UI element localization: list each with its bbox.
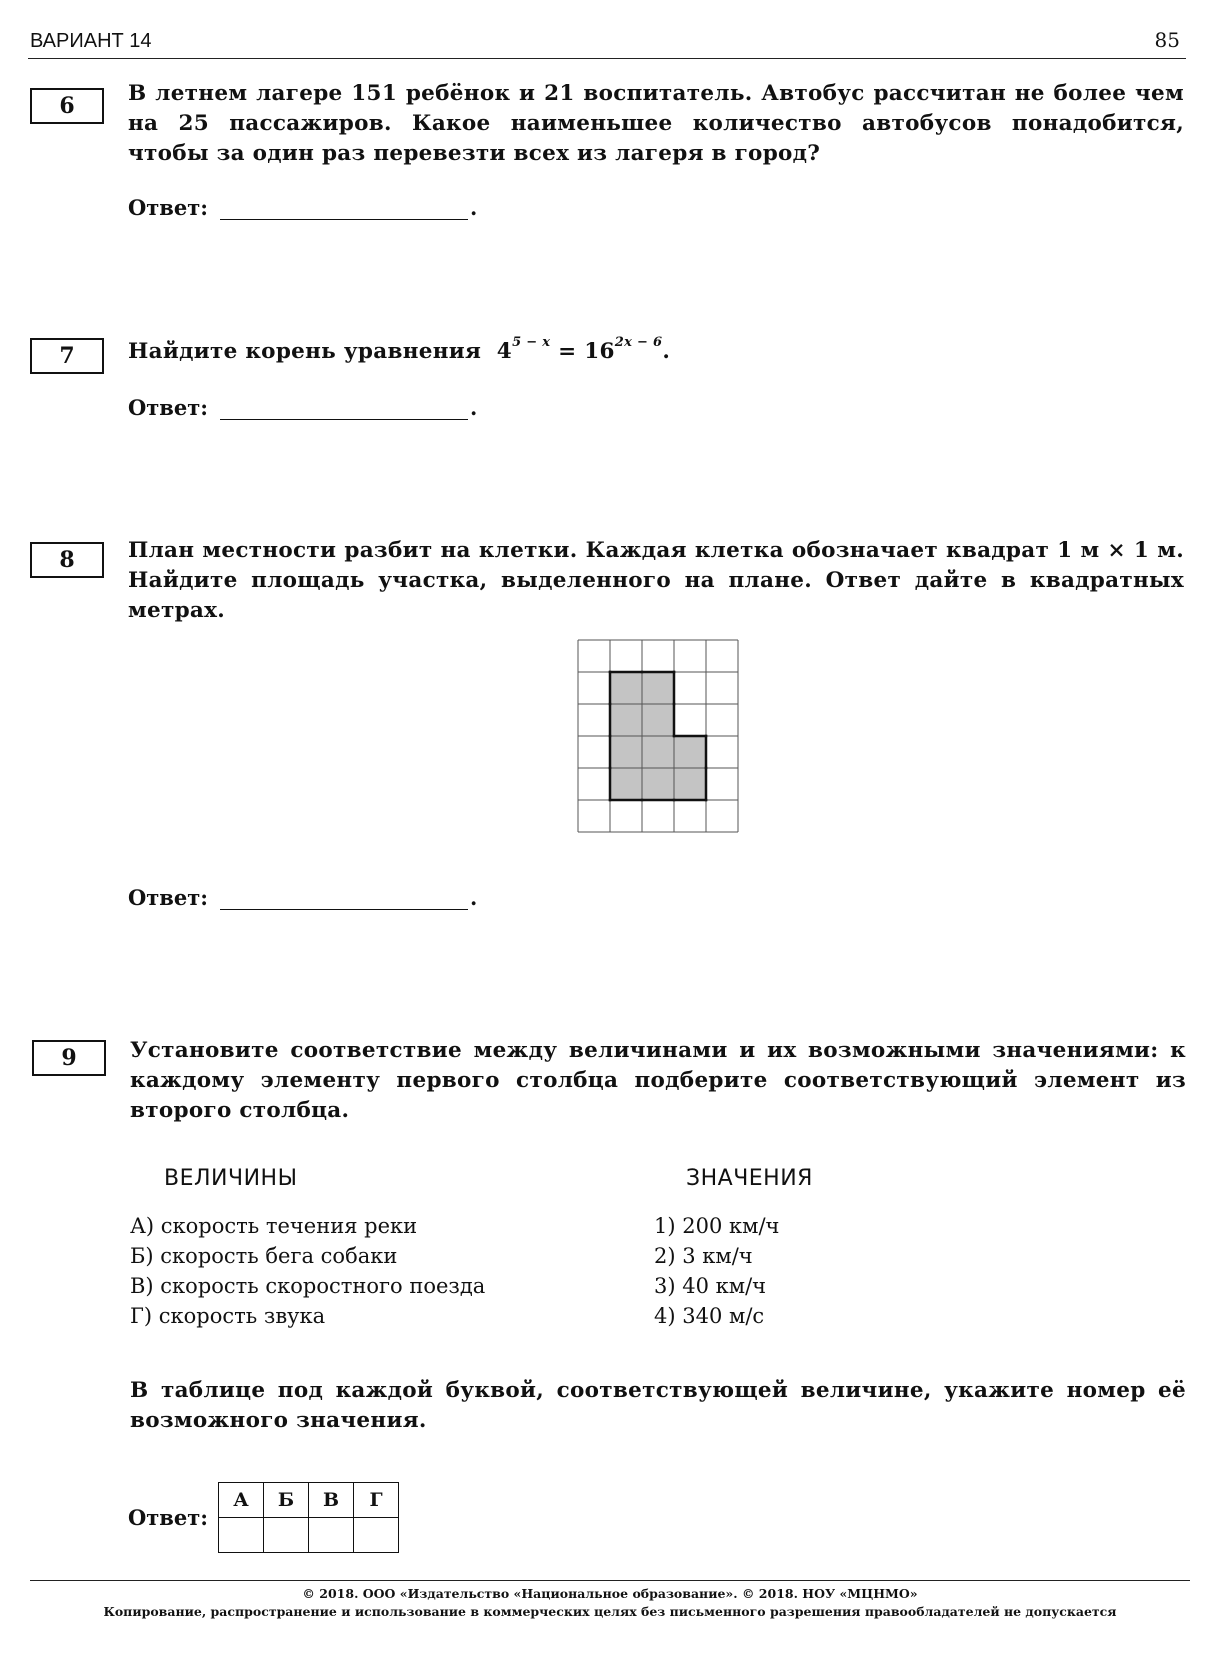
right-column-heading: ЗНАЧЕНИЯ bbox=[686, 1166, 813, 1191]
list-item: 1) 200 км/ч bbox=[654, 1214, 780, 1238]
answer-cell-a[interactable] bbox=[219, 1518, 264, 1553]
shaded-cell bbox=[674, 736, 706, 768]
task-9-text: Установите соответствие между величинами и их возможными значениями: к каждому элементу первого столбца подберите соответствующий элемент из второго столбца. bbox=[130, 1038, 1186, 1123]
left-column-heading: ВЕЛИЧИНЫ bbox=[164, 1166, 298, 1191]
answer-table-header-b: Б bbox=[264, 1483, 309, 1518]
task-7-equation: $4^{5 - x} = 16^{2x - 6}$. bbox=[496, 335, 671, 365]
task-8-number-box bbox=[30, 542, 104, 578]
task-8-text: План местности разбит на клетки. Каждая клетка обозначает квадрат 1 м × 1 м. Найдите площадь участка, выделенного на плане. Ответ дайте в квадратных метрах. bbox=[128, 538, 1184, 623]
answer-table-header-a: А bbox=[219, 1483, 264, 1518]
footer-copyright: © 2018. ООО «Издательство «Национальное образование». © 2018. НОУ «МЦНМО» bbox=[302, 1586, 918, 1601]
shaded-cell bbox=[610, 768, 642, 800]
area-plan-grid bbox=[576, 638, 742, 836]
task-9-number: 9 bbox=[61, 1045, 77, 1071]
task-7-answer-field[interactable] bbox=[220, 401, 468, 420]
task-7-number: 7 bbox=[59, 343, 75, 369]
task-9-answer bbox=[128, 1482, 399, 1553]
task-9-instruction: В таблице под каждой буквой, соответствующей величине, укажите номер её возможного значения. bbox=[130, 1378, 1186, 1433]
list-item: Г) скорость звука bbox=[130, 1304, 326, 1328]
answer-label: Ответ: bbox=[128, 395, 209, 420]
values-list bbox=[654, 1211, 779, 1331]
shaded-cell bbox=[642, 768, 674, 800]
list-item: Б) скорость бега собаки bbox=[130, 1244, 398, 1268]
list-item: 3) 40 км/ч bbox=[654, 1274, 767, 1298]
task-6-number: 6 bbox=[59, 93, 75, 119]
shaded-cell bbox=[674, 768, 706, 800]
answer-label: Ответ: bbox=[128, 195, 209, 220]
task-7-text bbox=[128, 332, 1184, 367]
list-item: 2) 3 км/ч bbox=[654, 1244, 753, 1268]
task-6-answer: Ответ: . bbox=[128, 195, 478, 220]
task-7-answer: Ответ: . bbox=[128, 395, 478, 420]
task-7-prompt: Найдите корень уравнения bbox=[128, 339, 482, 365]
answer-label: Ответ: bbox=[128, 1505, 209, 1530]
task-6-answer-field[interactable] bbox=[220, 201, 468, 220]
task-8-number: 8 bbox=[59, 547, 75, 573]
shaded-cell bbox=[610, 704, 642, 736]
list-item: 4) 340 м/с bbox=[654, 1304, 765, 1328]
answer-cell-v[interactable] bbox=[309, 1518, 354, 1553]
answer-cell-g[interactable] bbox=[354, 1518, 399, 1553]
answer-table bbox=[218, 1482, 399, 1553]
shaded-cell bbox=[610, 736, 642, 768]
shaded-cell bbox=[610, 672, 642, 704]
task-8-answer: Ответ: . bbox=[128, 885, 478, 910]
header-divider bbox=[28, 58, 1186, 59]
footer-divider bbox=[30, 1580, 1190, 1581]
shaded-cell bbox=[642, 672, 674, 704]
answer-cell-b[interactable] bbox=[264, 1518, 309, 1553]
answer-table-header-v: В bbox=[309, 1483, 354, 1518]
task-6-text: В летнем лагере 151 ребёнок и 21 воспитатель. Автобус рассчитан не более чем на 25 пассажиров. Какое наименьшее количество автобусов понадобится, чтобы за один раз перевезти всех из лагеря в город? bbox=[128, 81, 1184, 166]
quantities-list bbox=[130, 1211, 485, 1331]
task-6-number-box bbox=[30, 88, 104, 124]
footer-notice: Копирование, распространение и использование в коммерческих целях без письменного разрешения правообладателей не допускается bbox=[103, 1604, 1117, 1619]
variant-title: ВАРИАНТ 14 bbox=[30, 30, 152, 52]
list-item: А) скорость течения реки bbox=[130, 1214, 418, 1238]
answer-label: Ответ: bbox=[128, 885, 209, 910]
task-7-number-box bbox=[30, 338, 104, 374]
task-8-answer-field[interactable] bbox=[220, 891, 468, 910]
page-number: 85 bbox=[1154, 28, 1180, 52]
shaded-cell bbox=[642, 736, 674, 768]
list-item: В) скорость скоростного поезда bbox=[130, 1274, 486, 1298]
answer-table-header-g: Г bbox=[354, 1483, 399, 1518]
shaded-cell bbox=[642, 704, 674, 736]
task-9-number-box bbox=[32, 1040, 106, 1076]
